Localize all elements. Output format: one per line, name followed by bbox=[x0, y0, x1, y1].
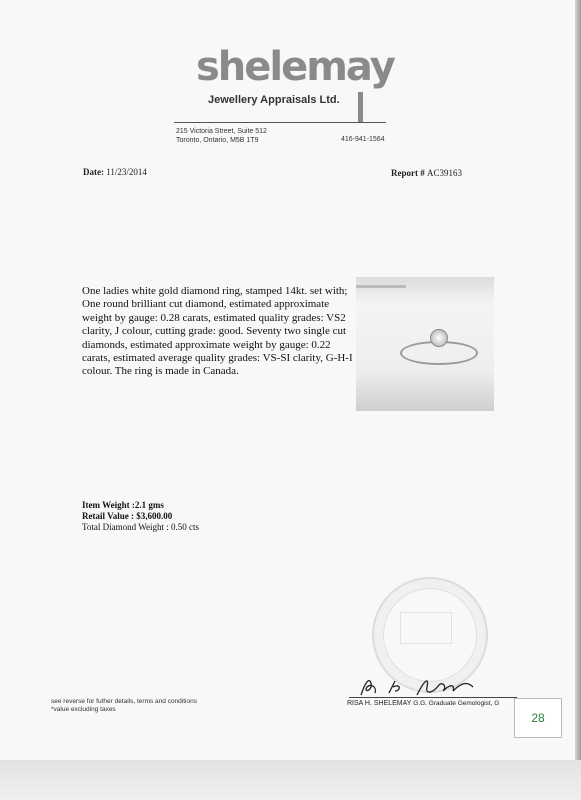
total-diamond-weight: Total Diamond Weight : 0.50 cts bbox=[82, 522, 199, 532]
signatory bbox=[347, 700, 499, 707]
report-label: Report # bbox=[391, 168, 425, 178]
footer-line-1: see reverse for futher details, terms and conditions bbox=[51, 698, 197, 705]
logo-tail bbox=[348, 92, 363, 122]
address-line-2: Toronto, Ontario, M5B 1T9 bbox=[176, 137, 259, 144]
signatory-title: G.G. Graduate Gemologist, G bbox=[413, 700, 500, 707]
report-value: AC39163 bbox=[427, 168, 463, 178]
ring-center-stone bbox=[430, 329, 448, 347]
scan-bottom-strip bbox=[0, 760, 581, 800]
item-weights bbox=[82, 500, 199, 533]
item-weight: Item Weight :2.1 gms bbox=[82, 500, 164, 510]
report-number bbox=[391, 168, 462, 178]
ring-photo bbox=[356, 277, 494, 411]
company-subtitle: Jewellery Appraisals Ltd. bbox=[208, 94, 340, 106]
photo-background-bar bbox=[356, 285, 406, 288]
binding-edge bbox=[575, 0, 581, 800]
company-address bbox=[176, 127, 267, 145]
signatory-name: RISA H. SHELEMAY bbox=[347, 700, 412, 707]
date-value: 11/23/2014 bbox=[106, 167, 147, 177]
date-label: Date: bbox=[83, 167, 104, 177]
signature-line bbox=[349, 697, 517, 698]
header-rule bbox=[174, 122, 386, 123]
logo-text: shelemay bbox=[196, 44, 394, 90]
embossed-seal-center bbox=[400, 612, 452, 644]
page-number-tag: 28 bbox=[514, 698, 562, 738]
item-description: One ladies white gold diamond ring, stamped 14kt. set with; One round brilliant cut diamond, estimated approximate weight by gauge: 0.28 carats, estimated quality grades: VS2 clarity, J colour, cutting grade: good. Seventy two single cut diamonds, estimated approximate weight by gauge: 0.22 carats, estimated average quality grades: VS-SI clarity, G-H-I colour. The ring is made in Canada. bbox=[82, 285, 353, 378]
company-phone: 416-941-1564 bbox=[341, 136, 385, 143]
appraisal-date bbox=[83, 167, 147, 177]
address-line-1: 215 Victoria Street, Suite 512 bbox=[176, 128, 267, 135]
footer-notes bbox=[51, 698, 197, 714]
footer-line-2: *value excluding taxes bbox=[51, 706, 116, 713]
retail-value: Retail Value : $3,600.00 bbox=[82, 511, 173, 521]
